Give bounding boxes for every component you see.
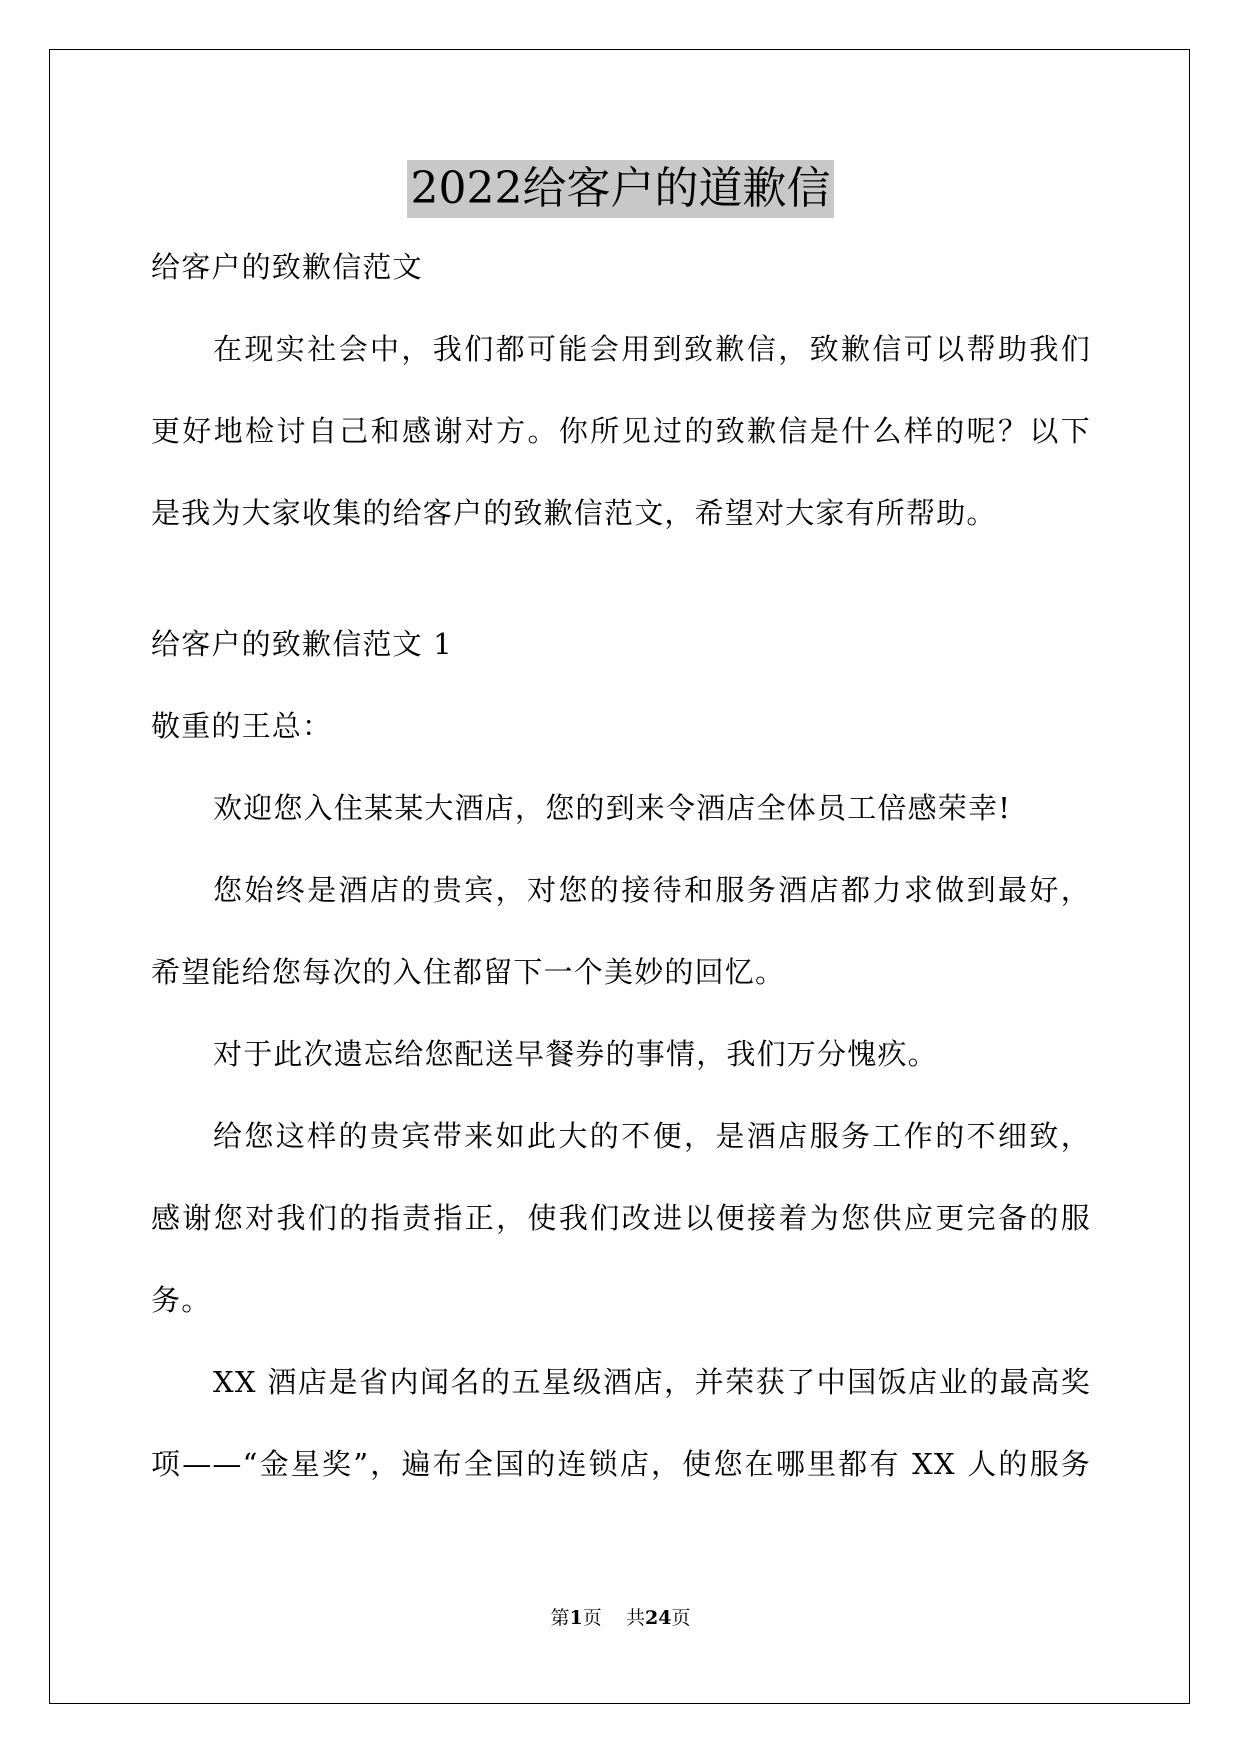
section-heading: 给客户的致歉信范文 <box>151 250 423 284</box>
paragraph-line: 务。 <box>151 1283 212 1317</box>
total-pages: 24 <box>644 1607 672 1629</box>
paragraph-line: 是我为大家收集的给客户的致歉信范文，希望对大家有所帮助。 <box>151 496 997 530</box>
title-container <box>0 160 1241 218</box>
paragraph-line: XX 酒店是省内闻名的五星级酒店，并荣获了中国饭店业的最高奖 <box>213 1365 1091 1399</box>
paragraph-line: 更好地检讨自己和感谢对方。你所见过的致歉信是什么样的呢？以下 <box>151 414 1091 448</box>
total-prefix: 共 <box>625 1607 645 1629</box>
total-suffix: 页 <box>671 1607 691 1629</box>
paragraph-gap <box>151 566 1091 615</box>
paragraph-line: 希望能给您每次的入住都留下一个美妙的回忆。 <box>151 955 786 989</box>
paragraph-line: 项——“金星奖”，遍布全国的连锁店，使您在哪里都有 XX 人的服务 <box>151 1447 1091 1481</box>
paragraph-line: 在现实社会中，我们都可能会用到致歉信，致歉信可以帮助我们 <box>213 332 1091 366</box>
paragraph-line: 对于此次遗忘给您配送早餐券的事情，我们万分愧疚。 <box>213 1037 938 1071</box>
paragraph-line: 给您这样的贵宾带来如此大的不便，是酒店服务工作的不细致， <box>213 1119 1091 1153</box>
page-footer <box>0 1603 1241 1630</box>
page-prefix: 第 <box>550 1607 570 1629</box>
document-title: 2022给客户的道歉信 <box>407 160 835 218</box>
salutation: 敬重的王总： <box>151 709 333 743</box>
paragraph-line: 欢迎您入住某某大酒店，您的到来令酒店全体员工倍感荣幸! <box>213 791 1012 825</box>
page-number: 1 <box>569 1607 583 1629</box>
section-heading: 给客户的致歉信范文 1 <box>151 627 453 661</box>
paragraph-line: 感谢您对我们的指责指正，使我们改进以便接着为您供应更完备的服 <box>151 1201 1091 1235</box>
page-suffix: 页 <box>582 1607 602 1629</box>
document-body <box>151 238 1091 1517</box>
paragraph-line: 您始终是酒店的贵宾，对您的接待和服务酒店都力求做到最好， <box>213 873 1091 907</box>
